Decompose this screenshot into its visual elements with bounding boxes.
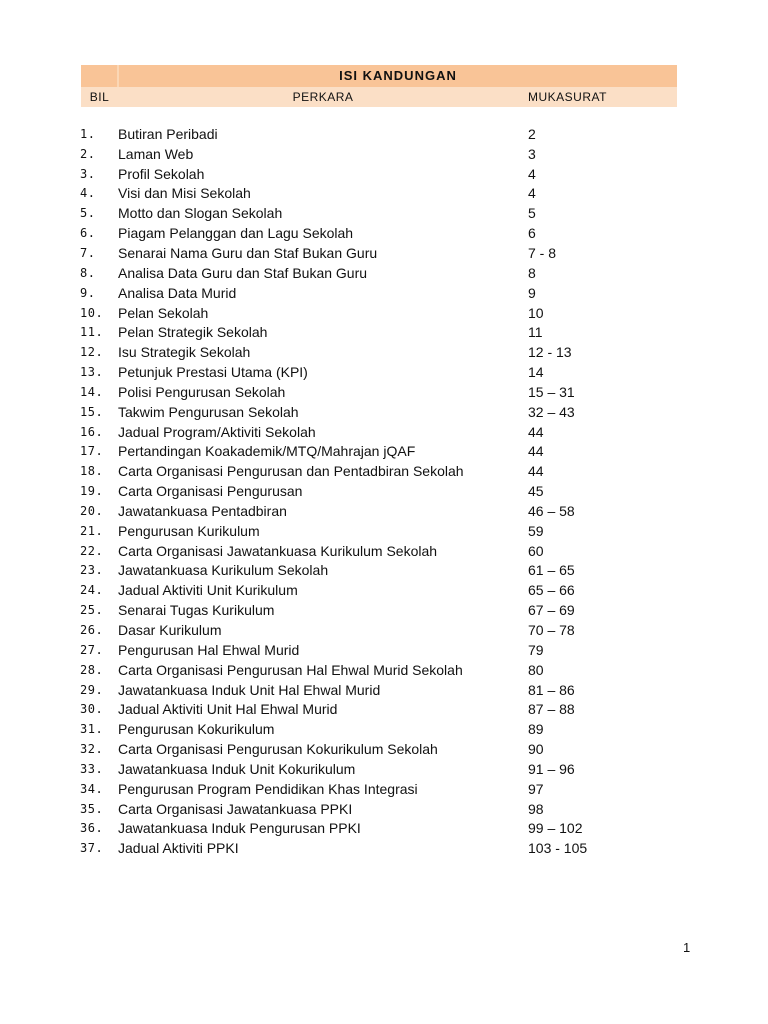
page-number: 1	[683, 940, 691, 955]
row-number: 36.	[80, 821, 104, 836]
row-page: 81 – 86	[528, 681, 575, 698]
row-page: 2	[528, 125, 536, 142]
row-number: 1.	[80, 126, 96, 141]
toc-row	[80, 699, 680, 719]
row-number: 4.	[80, 186, 96, 201]
row-item: Analisa Data Murid	[118, 284, 237, 301]
row-item: Carta Organisasi Pengurusan dan Pentadbiran Sekolah	[118, 463, 464, 480]
toc-row	[80, 680, 680, 700]
toc-row	[80, 660, 680, 680]
row-item: Jadual Program/Aktiviti Sekolah	[118, 423, 316, 440]
row-item: Butiran Peribadi	[118, 125, 218, 142]
toc-row	[80, 303, 680, 323]
toc-row	[80, 541, 680, 561]
column-header-row	[81, 87, 677, 107]
row-number: 31.	[80, 722, 104, 737]
row-page: 44	[528, 463, 544, 480]
column-header-bil: BIL	[89, 90, 110, 104]
row-number: 12.	[80, 345, 104, 360]
toc-row	[80, 164, 680, 184]
toc-row	[80, 203, 680, 223]
toc-row	[80, 759, 680, 779]
row-page: 45	[528, 483, 544, 500]
toc-row	[80, 322, 680, 342]
row-number: 37.	[80, 841, 104, 856]
row-item: Jadual Aktiviti Unit Hal Ehwal Murid	[118, 701, 338, 718]
toc-row	[80, 600, 680, 620]
row-page: 32 – 43	[528, 403, 575, 420]
row-item: Jawatankuasa Induk Pengurusan PPKI	[118, 820, 361, 837]
row-number: 3.	[80, 166, 96, 181]
row-number: 32.	[80, 742, 104, 757]
row-number: 9.	[80, 285, 96, 300]
row-page: 103 - 105	[528, 840, 588, 857]
row-page: 8	[528, 264, 536, 281]
row-item: Polisi Pengurusan Sekolah	[118, 383, 286, 400]
toc-row	[80, 521, 680, 541]
toc-row	[80, 481, 680, 501]
row-page: 97	[528, 780, 544, 797]
row-number: 2.	[80, 146, 96, 161]
row-item: Pengurusan Program Pendidikan Khas Integrasi	[118, 780, 418, 797]
toc-row	[80, 422, 680, 442]
row-page: 46 – 58	[528, 502, 575, 519]
row-number: 20.	[80, 503, 104, 518]
row-number: 33.	[80, 761, 104, 776]
title-row	[81, 65, 677, 87]
row-number: 15.	[80, 404, 104, 419]
row-number: 11.	[80, 325, 104, 340]
toc-row	[80, 223, 680, 243]
row-item: Senarai Nama Guru dan Staf Bukan Guru	[118, 244, 378, 261]
row-item: Carta Organisasi Jawatankuasa Kurikulum Sekolah	[118, 542, 438, 559]
toc-header	[81, 65, 677, 107]
toc-row	[80, 461, 680, 481]
toc-row	[80, 184, 680, 204]
row-item: Pelan Sekolah	[118, 304, 209, 321]
row-item: Pengurusan Kurikulum	[118, 522, 260, 539]
row-page: 70 – 78	[528, 622, 575, 639]
row-page: 12 - 13	[528, 344, 572, 361]
row-number: 8.	[80, 265, 96, 280]
toc-row	[80, 243, 680, 263]
column-header-mukasurat: MUKASURAT	[528, 90, 607, 104]
toc-row	[80, 779, 680, 799]
toc-row	[80, 799, 680, 819]
row-page: 80	[528, 661, 544, 678]
toc-row	[80, 144, 680, 164]
row-page: 4	[528, 165, 536, 182]
row-page: 3	[528, 145, 536, 162]
row-number: 22.	[80, 543, 104, 558]
row-number: 18.	[80, 464, 104, 479]
row-page: 4	[528, 185, 536, 202]
row-number: 30.	[80, 702, 104, 717]
row-page: 15 – 31	[528, 383, 575, 400]
toc-row	[80, 124, 680, 144]
title-spacer	[81, 65, 119, 87]
row-item: Jawatankuasa Induk Unit Hal Ehwal Murid	[118, 681, 381, 698]
row-page: 89	[528, 721, 544, 738]
row-page: 14	[528, 364, 544, 381]
toc-row	[80, 283, 680, 303]
row-number: 27.	[80, 642, 104, 657]
toc-row	[80, 362, 680, 382]
row-item: Carta Organisasi Pengurusan	[118, 483, 303, 500]
row-page: 6	[528, 225, 536, 242]
row-page: 91 – 96	[528, 760, 575, 777]
toc-row	[80, 402, 680, 422]
row-number: 26.	[80, 623, 104, 638]
row-item: Profil Sekolah	[118, 165, 205, 182]
toc-title: ISI KANDUNGAN	[339, 68, 457, 83]
row-page: 10	[528, 304, 544, 321]
row-number: 16.	[80, 424, 104, 439]
toc-row	[80, 640, 680, 660]
row-number: 7.	[80, 245, 96, 260]
row-item: Isu Strategik Sekolah	[118, 344, 251, 361]
toc-list	[80, 124, 680, 858]
row-page: 11	[528, 324, 543, 341]
toc-row	[80, 620, 680, 640]
row-page: 5	[528, 205, 536, 222]
row-page: 98	[528, 800, 544, 817]
row-item: Motto dan Slogan Sekolah	[118, 205, 283, 222]
row-item: Jawatankuasa Kurikulum Sekolah	[118, 562, 329, 579]
row-number: 29.	[80, 682, 104, 697]
row-item: Jawatankuasa Induk Unit Kokurikulum	[118, 760, 356, 777]
row-number: 35.	[80, 801, 104, 816]
row-item: Pelan Strategik Sekolah	[118, 324, 268, 341]
toc-row	[80, 263, 680, 283]
row-page: 67 – 69	[528, 602, 575, 619]
row-item: Dasar Kurikulum	[118, 622, 222, 639]
row-number: 13.	[80, 365, 104, 380]
row-item: Jadual Aktiviti Unit Kurikulum	[118, 582, 298, 599]
row-item: Laman Web	[118, 145, 194, 162]
row-item: Senarai Tugas Kurikulum	[118, 602, 275, 619]
row-number: 14.	[80, 384, 104, 399]
row-page: 65 – 66	[528, 582, 575, 599]
toc-row	[80, 739, 680, 759]
toc-row	[80, 819, 680, 839]
row-item: Visi dan Misi Sekolah	[118, 185, 251, 202]
row-item: Jadual Aktiviti PPKI	[118, 840, 239, 857]
row-item: Takwim Pengurusan Sekolah	[118, 403, 299, 420]
row-number: 6.	[80, 226, 96, 241]
row-page: 44	[528, 443, 544, 460]
toc-row	[80, 382, 680, 402]
row-item: Analisa Data Guru dan Staf Bukan Guru	[118, 264, 368, 281]
row-page: 44	[528, 423, 544, 440]
row-page: 60	[528, 542, 544, 559]
toc-row	[80, 838, 680, 858]
row-item: Carta Organisasi Pengurusan Hal Ehwal Murid Sekolah	[118, 661, 463, 678]
row-item: Carta Organisasi Jawatankuasa PPKI	[118, 800, 353, 817]
row-page: 79	[528, 641, 544, 658]
row-page: 9	[528, 284, 536, 301]
row-number: 24.	[80, 583, 104, 598]
toc-row	[80, 580, 680, 600]
row-item: Piagam Pelanggan dan Lagu Sekolah	[118, 225, 354, 242]
row-page: 87 – 88	[528, 701, 575, 718]
row-item: Pengurusan Hal Ehwal Murid	[118, 641, 300, 658]
toc-row	[80, 501, 680, 521]
row-number: 5.	[80, 206, 96, 221]
row-number: 19.	[80, 484, 104, 499]
toc-row	[80, 561, 680, 581]
column-header-perkara: PERKARA	[292, 90, 354, 104]
row-number: 23.	[80, 563, 104, 578]
row-page: 59	[528, 522, 544, 539]
row-number: 17.	[80, 444, 104, 459]
toc-row	[80, 342, 680, 362]
row-number: 10.	[80, 305, 104, 320]
row-page: 99 – 102	[528, 820, 583, 837]
row-item: Petunjuk Prestasi Utama (KPI)	[118, 364, 308, 381]
toc-row	[80, 719, 680, 739]
row-page: 61 – 65	[528, 562, 575, 579]
row-page: 7 - 8	[528, 244, 557, 261]
row-page: 90	[528, 741, 544, 758]
row-item: Jawatankuasa Pentadbiran	[118, 502, 287, 519]
row-item: Pengurusan Kokurikulum	[118, 721, 275, 738]
row-number: 28.	[80, 662, 104, 677]
row-item: Pertandingan Koakademik/MTQ/Mahrajan jQAF	[118, 443, 416, 460]
row-item: Carta Organisasi Pengurusan Kokurikulum Sekolah	[118, 741, 438, 758]
toc-row	[80, 442, 680, 462]
row-number: 34.	[80, 781, 104, 796]
row-number: 25.	[80, 603, 104, 618]
row-number: 21.	[80, 523, 104, 538]
